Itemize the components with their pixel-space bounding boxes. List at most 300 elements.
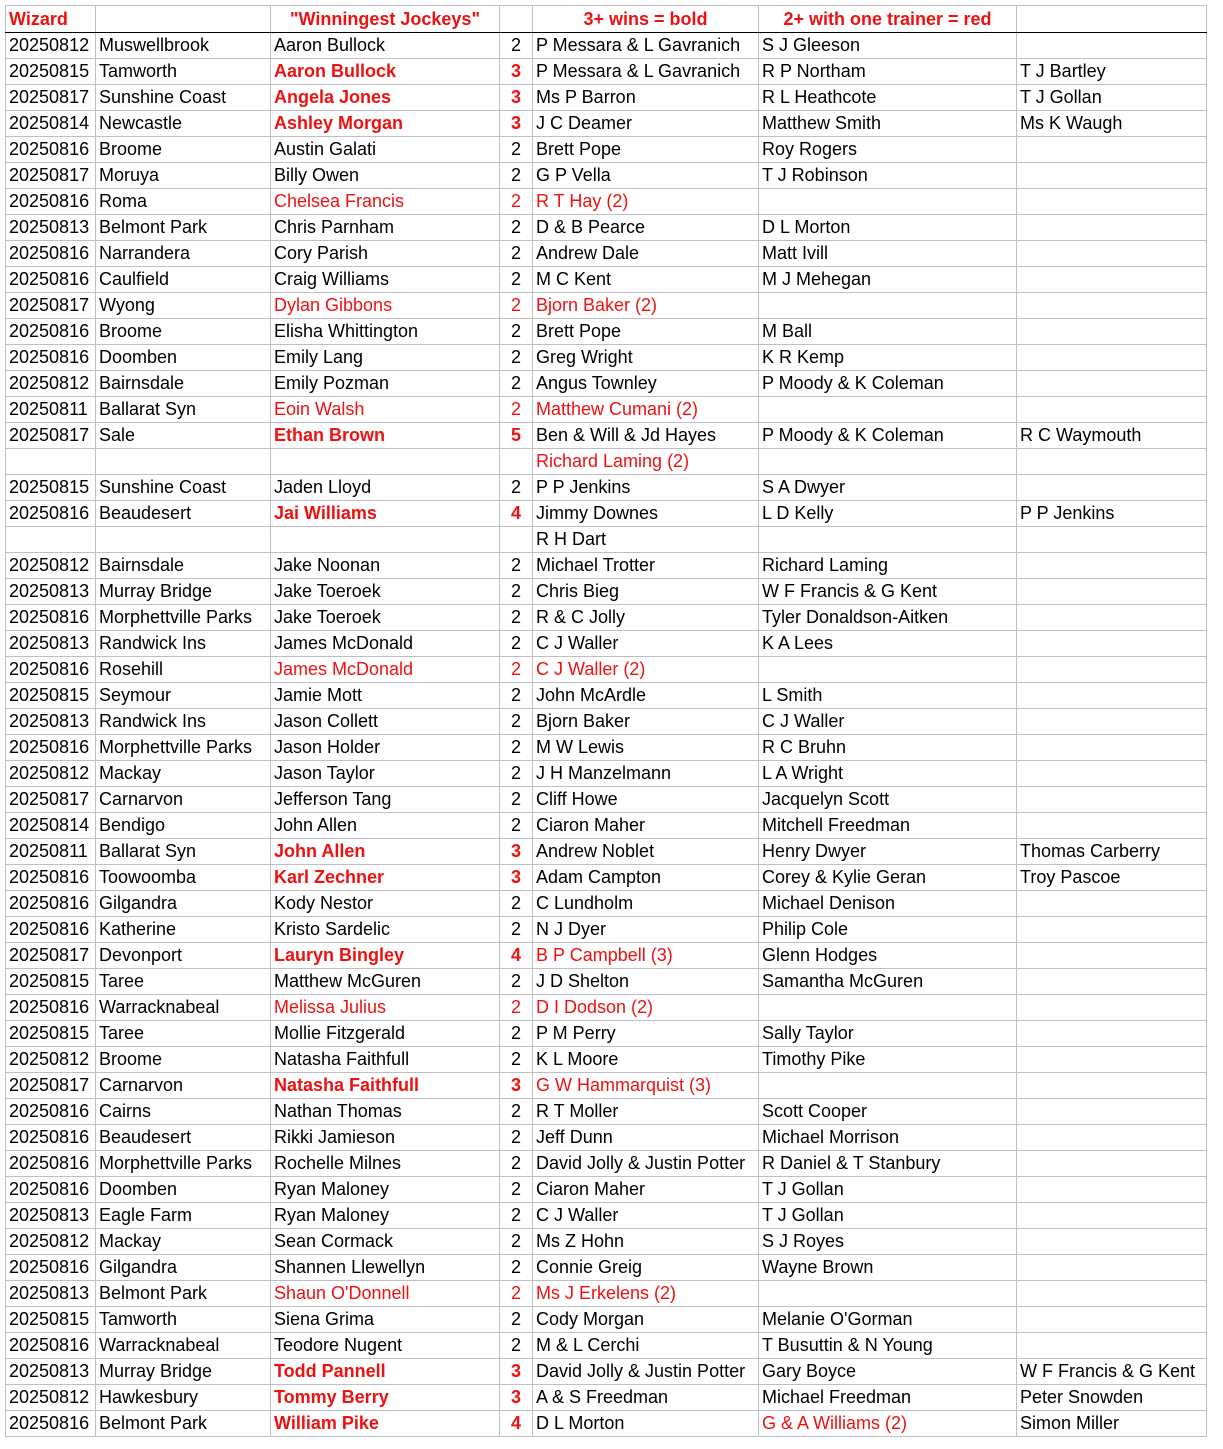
trainer-1-cell[interactable]: P P Jenkins xyxy=(533,475,759,501)
trainer-1-cell[interactable]: D & B Pearce xyxy=(533,215,759,241)
trainer-3-cell[interactable] xyxy=(1017,1177,1207,1203)
wins-cell[interactable]: 3 xyxy=(500,1385,533,1411)
trainer-2-cell[interactable]: W F Francis & G Kent xyxy=(759,579,1017,605)
date-cell[interactable]: 20250816 xyxy=(6,605,96,631)
date-cell[interactable]: 20250814 xyxy=(6,813,96,839)
jockey-cell[interactable]: Teodore Nugent xyxy=(271,1333,500,1359)
trainer-2-cell[interactable]: P Moody & K Coleman xyxy=(759,423,1017,449)
wins-cell[interactable]: 4 xyxy=(500,943,533,969)
trainer-1-cell[interactable]: R T Hay (2) xyxy=(533,189,759,215)
track-cell[interactable]: Belmont Park xyxy=(96,1281,271,1307)
wins-cell[interactable]: 3 xyxy=(500,59,533,85)
wins-cell[interactable] xyxy=(500,449,533,475)
trainer-1-cell[interactable]: P Messara & L Gavranich xyxy=(533,33,759,59)
trainer-1-cell[interactable]: Cliff Howe xyxy=(533,787,759,813)
trainer-3-cell[interactable] xyxy=(1017,1229,1207,1255)
trainer-3-cell[interactable] xyxy=(1017,189,1207,215)
wins-cell[interactable]: 2 xyxy=(500,345,533,371)
wins-cell[interactable]: 5 xyxy=(500,423,533,449)
trainer-2-cell[interactable]: S J Royes xyxy=(759,1229,1017,1255)
track-cell[interactable]: Tamworth xyxy=(96,1307,271,1333)
trainer-2-cell[interactable]: T J Gollan xyxy=(759,1203,1017,1229)
trainer-1-cell[interactable]: Ciaron Maher xyxy=(533,813,759,839)
trainer-3-cell[interactable] xyxy=(1017,553,1207,579)
trainer-1-cell[interactable]: John McArdle xyxy=(533,683,759,709)
date-cell[interactable]: 20250816 xyxy=(6,345,96,371)
trainer-2-cell[interactable]: S J Gleeson xyxy=(759,33,1017,59)
trainer-1-cell[interactable]: C J Waller (2) xyxy=(533,657,759,683)
trainer-3-cell[interactable] xyxy=(1017,1281,1207,1307)
wins-cell[interactable]: 2 xyxy=(500,579,533,605)
trainer-2-cell[interactable]: T Busuttin & N Young xyxy=(759,1333,1017,1359)
jockey-cell[interactable]: William Pike xyxy=(271,1411,500,1437)
track-cell[interactable]: Randwick Ins xyxy=(96,631,271,657)
track-cell[interactable]: Roma xyxy=(96,189,271,215)
trainer-2-cell[interactable]: K A Lees xyxy=(759,631,1017,657)
date-cell[interactable]: 20250816 xyxy=(6,865,96,891)
jockey-cell[interactable]: Emily Lang xyxy=(271,345,500,371)
trainer-1-cell[interactable]: Connie Greig xyxy=(533,1255,759,1281)
trainer-1-cell[interactable]: M C Kent xyxy=(533,267,759,293)
jockey-cell[interactable]: Siena Grima xyxy=(271,1307,500,1333)
jockey-cell[interactable]: Melissa Julius xyxy=(271,995,500,1021)
track-cell[interactable]: Sunshine Coast xyxy=(96,85,271,111)
track-cell[interactable]: Morphettville Parks xyxy=(96,1151,271,1177)
wins-cell[interactable]: 2 xyxy=(500,1255,533,1281)
wins-cell[interactable]: 2 xyxy=(500,1177,533,1203)
wins-cell[interactable]: 2 xyxy=(500,605,533,631)
trainer-3-cell[interactable] xyxy=(1017,33,1207,59)
wins-cell[interactable]: 2 xyxy=(500,33,533,59)
jockey-cell[interactable]: Elisha Whittington xyxy=(271,319,500,345)
trainer-3-cell[interactable] xyxy=(1017,813,1207,839)
trainer-2-cell[interactable]: Michael Denison xyxy=(759,891,1017,917)
jockey-cell[interactable]: Tommy Berry xyxy=(271,1385,500,1411)
jockey-cell[interactable]: Rochelle Milnes xyxy=(271,1151,500,1177)
date-cell[interactable]: 20250817 xyxy=(6,423,96,449)
jockey-cell[interactable]: Aaron Bullock xyxy=(271,33,500,59)
trainer-3-cell[interactable]: Simon Miller xyxy=(1017,1411,1207,1437)
trainer-1-cell[interactable]: Bjorn Baker xyxy=(533,709,759,735)
trainer-1-cell[interactable]: C J Waller xyxy=(533,1203,759,1229)
trainer-1-cell[interactable]: Cody Morgan xyxy=(533,1307,759,1333)
wins-cell[interactable]: 2 xyxy=(500,1047,533,1073)
track-cell[interactable]: Hawkesbury xyxy=(96,1385,271,1411)
trainer-2-cell[interactable]: Jacquelyn Scott xyxy=(759,787,1017,813)
trainer-3-cell[interactable] xyxy=(1017,579,1207,605)
wins-cell[interactable]: 3 xyxy=(500,85,533,111)
date-cell[interactable]: 20250817 xyxy=(6,85,96,111)
trainer-3-cell[interactable] xyxy=(1017,1073,1207,1099)
track-cell[interactable]: Doomben xyxy=(96,345,271,371)
trainer-3-cell[interactable] xyxy=(1017,1203,1207,1229)
date-cell[interactable]: 20250816 xyxy=(6,1411,96,1437)
track-cell[interactable]: Mackay xyxy=(96,1229,271,1255)
trainer-3-cell[interactable] xyxy=(1017,163,1207,189)
wins-cell[interactable]: 2 xyxy=(500,215,533,241)
wins-cell[interactable]: 2 xyxy=(500,1021,533,1047)
trainer-2-cell[interactable] xyxy=(759,1073,1017,1099)
jockey-cell[interactable]: Aaron Bullock xyxy=(271,59,500,85)
trainer-2-cell[interactable]: Richard Laming xyxy=(759,553,1017,579)
trainer-3-cell[interactable] xyxy=(1017,891,1207,917)
jockey-cell[interactable]: Matthew McGuren xyxy=(271,969,500,995)
trainer-1-cell[interactable]: C J Waller xyxy=(533,631,759,657)
trainer-1-cell[interactable]: Matthew Cumani (2) xyxy=(533,397,759,423)
trainer-2-cell[interactable]: K R Kemp xyxy=(759,345,1017,371)
trainer-1-cell[interactable]: Ben & Will & Jd Hayes xyxy=(533,423,759,449)
trainer-2-cell[interactable]: Henry Dwyer xyxy=(759,839,1017,865)
trainer-3-cell[interactable] xyxy=(1017,371,1207,397)
date-cell[interactable]: 20250816 xyxy=(6,735,96,761)
jockey-cell[interactable] xyxy=(271,449,500,475)
trainer-3-cell[interactable] xyxy=(1017,969,1207,995)
jockey-cell[interactable]: Jefferson Tang xyxy=(271,787,500,813)
trainer-3-cell[interactable] xyxy=(1017,1047,1207,1073)
header-cell[interactable]: Wizard xyxy=(6,6,96,33)
trainer-3-cell[interactable] xyxy=(1017,709,1207,735)
trainer-2-cell[interactable] xyxy=(759,995,1017,1021)
track-cell[interactable]: Taree xyxy=(96,1021,271,1047)
jockey-cell[interactable]: Kristo Sardelic xyxy=(271,917,500,943)
jockey-cell[interactable]: John Allen xyxy=(271,813,500,839)
trainer-1-cell[interactable]: K L Moore xyxy=(533,1047,759,1073)
trainer-2-cell[interactable]: Wayne Brown xyxy=(759,1255,1017,1281)
trainer-3-cell[interactable] xyxy=(1017,761,1207,787)
wins-cell[interactable]: 2 xyxy=(500,761,533,787)
trainer-3-cell[interactable] xyxy=(1017,1307,1207,1333)
track-cell[interactable]: Doomben xyxy=(96,1177,271,1203)
trainer-2-cell[interactable]: R P Northam xyxy=(759,59,1017,85)
trainer-3-cell[interactable] xyxy=(1017,943,1207,969)
trainer-2-cell[interactable]: Matthew Smith xyxy=(759,111,1017,137)
jockey-cell[interactable]: Jamie Mott xyxy=(271,683,500,709)
wins-cell[interactable]: 2 xyxy=(500,1125,533,1151)
trainer-3-cell[interactable] xyxy=(1017,683,1207,709)
track-cell[interactable]: Muswellbrook xyxy=(96,33,271,59)
trainer-3-cell[interactable] xyxy=(1017,787,1207,813)
date-cell[interactable]: 20250814 xyxy=(6,111,96,137)
jockey-cell[interactable]: Emily Pozman xyxy=(271,371,500,397)
trainer-2-cell[interactable]: T J Gollan xyxy=(759,1177,1017,1203)
trainer-1-cell[interactable]: P M Perry xyxy=(533,1021,759,1047)
track-cell[interactable]: Belmont Park xyxy=(96,215,271,241)
jockey-cell[interactable]: Jason Collett xyxy=(271,709,500,735)
trainer-1-cell[interactable]: N J Dyer xyxy=(533,917,759,943)
wins-cell[interactable]: 2 xyxy=(500,1229,533,1255)
trainer-3-cell[interactable] xyxy=(1017,449,1207,475)
wins-cell[interactable]: 2 xyxy=(500,969,533,995)
trainer-3-cell[interactable] xyxy=(1017,995,1207,1021)
track-cell[interactable]: Cairns xyxy=(96,1099,271,1125)
trainer-3-cell[interactable]: Ms K Waugh xyxy=(1017,111,1207,137)
jockey-cell[interactable]: Rikki Jamieson xyxy=(271,1125,500,1151)
wins-cell[interactable]: 2 xyxy=(500,1281,533,1307)
date-cell[interactable]: 20250816 xyxy=(6,137,96,163)
jockey-cell[interactable]: Jason Holder xyxy=(271,735,500,761)
trainer-3-cell[interactable] xyxy=(1017,215,1207,241)
trainer-1-cell[interactable]: Adam Campton xyxy=(533,865,759,891)
wins-cell[interactable]: 2 xyxy=(500,163,533,189)
track-cell[interactable]: Sale xyxy=(96,423,271,449)
date-cell[interactable]: 20250816 xyxy=(6,501,96,527)
wins-cell[interactable]: 2 xyxy=(500,475,533,501)
trainer-1-cell[interactable]: M W Lewis xyxy=(533,735,759,761)
trainer-1-cell[interactable]: B P Campbell (3) xyxy=(533,943,759,969)
track-cell[interactable]: Morphettville Parks xyxy=(96,735,271,761)
trainer-1-cell[interactable]: Greg Wright xyxy=(533,345,759,371)
track-cell[interactable]: Murray Bridge xyxy=(96,1359,271,1385)
wins-cell[interactable]: 3 xyxy=(500,1359,533,1385)
track-cell[interactable]: Seymour xyxy=(96,683,271,709)
wins-cell[interactable]: 2 xyxy=(500,1203,533,1229)
header-cell[interactable] xyxy=(1017,6,1207,33)
trainer-1-cell[interactable]: A & S Freedman xyxy=(533,1385,759,1411)
trainer-1-cell[interactable]: P Messara & L Gavranich xyxy=(533,59,759,85)
wins-cell[interactable]: 2 xyxy=(500,709,533,735)
trainer-2-cell[interactable]: S A Dwyer xyxy=(759,475,1017,501)
trainer-2-cell[interactable]: Timothy Pike xyxy=(759,1047,1017,1073)
date-cell[interactable]: 20250813 xyxy=(6,709,96,735)
jockey-cell[interactable]: Shannen Llewellyn xyxy=(271,1255,500,1281)
header-cell[interactable]: 3+ wins = bold xyxy=(533,6,759,33)
wins-cell[interactable]: 3 xyxy=(500,865,533,891)
wins-cell[interactable]: 2 xyxy=(500,267,533,293)
trainer-3-cell[interactable] xyxy=(1017,1151,1207,1177)
trainer-1-cell[interactable]: Ms J Erkelens (2) xyxy=(533,1281,759,1307)
date-cell[interactable]: 20250815 xyxy=(6,1021,96,1047)
track-cell[interactable]: Broome xyxy=(96,137,271,163)
jockey-cell[interactable]: Nathan Thomas xyxy=(271,1099,500,1125)
track-cell[interactable]: Warracknabeal xyxy=(96,995,271,1021)
trainer-2-cell[interactable] xyxy=(759,657,1017,683)
date-cell[interactable]: 20250812 xyxy=(6,761,96,787)
date-cell[interactable]: 20250815 xyxy=(6,969,96,995)
date-cell[interactable]: 20250815 xyxy=(6,59,96,85)
wins-cell[interactable]: 3 xyxy=(500,111,533,137)
jockey-cell[interactable]: Ryan Maloney xyxy=(271,1177,500,1203)
jockey-cell[interactable]: Todd Pannell xyxy=(271,1359,500,1385)
jockey-cell[interactable]: Jaden Lloyd xyxy=(271,475,500,501)
jockey-cell[interactable]: Ethan Brown xyxy=(271,423,500,449)
trainer-2-cell[interactable]: Tyler Donaldson-Aitken xyxy=(759,605,1017,631)
date-cell[interactable] xyxy=(6,527,96,553)
jockey-cell[interactable]: Ashley Morgan xyxy=(271,111,500,137)
trainer-1-cell[interactable]: Andrew Noblet xyxy=(533,839,759,865)
trainer-1-cell[interactable]: Bjorn Baker (2) xyxy=(533,293,759,319)
wins-cell[interactable]: 2 xyxy=(500,189,533,215)
header-cell[interactable]: 2+ with one trainer = red xyxy=(759,6,1017,33)
track-cell[interactable]: Gilgandra xyxy=(96,1255,271,1281)
trainer-3-cell[interactable] xyxy=(1017,735,1207,761)
jockey-cell[interactable]: Kody Nestor xyxy=(271,891,500,917)
wins-cell[interactable]: 2 xyxy=(500,995,533,1021)
wins-cell[interactable]: 2 xyxy=(500,1151,533,1177)
date-cell[interactable]: 20250813 xyxy=(6,1203,96,1229)
trainer-1-cell[interactable]: Jeff Dunn xyxy=(533,1125,759,1151)
trainer-1-cell[interactable]: Ciaron Maher xyxy=(533,1177,759,1203)
track-cell[interactable]: Warracknabeal xyxy=(96,1333,271,1359)
jockey-cell[interactable]: Jake Toeroek xyxy=(271,605,500,631)
wins-cell[interactable]: 2 xyxy=(500,657,533,683)
jockey-cell[interactable]: Jason Taylor xyxy=(271,761,500,787)
date-cell[interactable]: 20250816 xyxy=(6,917,96,943)
trainer-2-cell[interactable]: R Daniel & T Stanbury xyxy=(759,1151,1017,1177)
jockey-cell[interactable]: Jake Toeroek xyxy=(271,579,500,605)
date-cell[interactable]: 20250812 xyxy=(6,371,96,397)
trainer-3-cell[interactable] xyxy=(1017,1125,1207,1151)
header-cell[interactable] xyxy=(96,6,271,33)
trainer-2-cell[interactable]: G & A Williams (2) xyxy=(759,1411,1017,1437)
jockey-cell[interactable]: Chris Parnham xyxy=(271,215,500,241)
trainer-1-cell[interactable]: David Jolly & Justin Potter xyxy=(533,1151,759,1177)
trainer-1-cell[interactable]: R & C Jolly xyxy=(533,605,759,631)
jockey-cell[interactable]: Mollie Fitzgerald xyxy=(271,1021,500,1047)
trainer-1-cell[interactable]: D L Morton xyxy=(533,1411,759,1437)
trainer-2-cell[interactable]: Michael Morrison xyxy=(759,1125,1017,1151)
track-cell[interactable]: Beaudesert xyxy=(96,501,271,527)
jockey-cell[interactable]: Sean Cormack xyxy=(271,1229,500,1255)
jockey-cell[interactable] xyxy=(271,527,500,553)
jockey-cell[interactable]: Shaun O'Donnell xyxy=(271,1281,500,1307)
jockey-cell[interactable]: Angela Jones xyxy=(271,85,500,111)
track-cell[interactable]: Broome xyxy=(96,1047,271,1073)
trainer-1-cell[interactable]: Michael Trotter xyxy=(533,553,759,579)
trainer-3-cell[interactable] xyxy=(1017,1099,1207,1125)
track-cell[interactable] xyxy=(96,449,271,475)
trainer-2-cell[interactable]: D L Morton xyxy=(759,215,1017,241)
date-cell[interactable]: 20250817 xyxy=(6,943,96,969)
date-cell[interactable]: 20250812 xyxy=(6,1047,96,1073)
jockey-cell[interactable]: Chelsea Francis xyxy=(271,189,500,215)
date-cell[interactable]: 20250815 xyxy=(6,683,96,709)
wins-cell[interactable]: 2 xyxy=(500,917,533,943)
jockey-cell[interactable]: Craig Williams xyxy=(271,267,500,293)
trainer-1-cell[interactable]: J D Shelton xyxy=(533,969,759,995)
jockey-cell[interactable]: Eoin Walsh xyxy=(271,397,500,423)
date-cell[interactable]: 20250816 xyxy=(6,891,96,917)
date-cell[interactable]: 20250816 xyxy=(6,1333,96,1359)
trainer-2-cell[interactable]: Corey & Kylie Geran xyxy=(759,865,1017,891)
trainer-3-cell[interactable] xyxy=(1017,657,1207,683)
trainer-1-cell[interactable]: J H Manzelmann xyxy=(533,761,759,787)
trainer-2-cell[interactable]: L Smith xyxy=(759,683,1017,709)
jockey-cell[interactable]: Ryan Maloney xyxy=(271,1203,500,1229)
trainer-2-cell[interactable]: P Moody & K Coleman xyxy=(759,371,1017,397)
trainer-2-cell[interactable]: Matt Ivill xyxy=(759,241,1017,267)
date-cell[interactable]: 20250813 xyxy=(6,215,96,241)
trainer-2-cell[interactable]: C J Waller xyxy=(759,709,1017,735)
trainer-1-cell[interactable]: C Lundholm xyxy=(533,891,759,917)
track-cell[interactable]: Sunshine Coast xyxy=(96,475,271,501)
jockey-cell[interactable]: Jai Williams xyxy=(271,501,500,527)
trainer-1-cell[interactable]: Chris Bieg xyxy=(533,579,759,605)
trainer-3-cell[interactable]: W F Francis & G Kent xyxy=(1017,1359,1207,1385)
jockey-cell[interactable]: Karl Zechner xyxy=(271,865,500,891)
track-cell[interactable]: Tamworth xyxy=(96,59,271,85)
track-cell[interactable]: Belmont Park xyxy=(96,1411,271,1437)
track-cell[interactable]: Bendigo xyxy=(96,813,271,839)
track-cell[interactable]: Newcastle xyxy=(96,111,271,137)
wins-cell[interactable]: 2 xyxy=(500,1333,533,1359)
trainer-2-cell[interactable]: L D Kelly xyxy=(759,501,1017,527)
trainer-1-cell[interactable]: David Jolly & Justin Potter xyxy=(533,1359,759,1385)
trainer-2-cell[interactable] xyxy=(759,449,1017,475)
trainer-2-cell[interactable] xyxy=(759,189,1017,215)
trainer-2-cell[interactable]: T J Robinson xyxy=(759,163,1017,189)
wins-cell[interactable]: 2 xyxy=(500,1307,533,1333)
header-cell[interactable]: "Winningest Jockeys" xyxy=(271,6,500,33)
trainer-1-cell[interactable]: Brett Pope xyxy=(533,319,759,345)
jockey-cell[interactable]: Lauryn Bingley xyxy=(271,943,500,969)
trainer-2-cell[interactable] xyxy=(759,397,1017,423)
track-cell[interactable]: Broome xyxy=(96,319,271,345)
trainer-1-cell[interactable]: Andrew Dale xyxy=(533,241,759,267)
trainer-2-cell[interactable]: R L Heathcote xyxy=(759,85,1017,111)
date-cell[interactable]: 20250817 xyxy=(6,1073,96,1099)
trainer-3-cell[interactable] xyxy=(1017,293,1207,319)
trainer-3-cell[interactable]: T J Gollan xyxy=(1017,85,1207,111)
trainer-1-cell[interactable]: R T Moller xyxy=(533,1099,759,1125)
trainer-2-cell[interactable] xyxy=(759,1281,1017,1307)
wins-cell[interactable]: 2 xyxy=(500,813,533,839)
wins-cell[interactable]: 2 xyxy=(500,371,533,397)
trainer-2-cell[interactable]: Philip Cole xyxy=(759,917,1017,943)
trainer-2-cell[interactable]: R C Bruhn xyxy=(759,735,1017,761)
track-cell[interactable]: Wyong xyxy=(96,293,271,319)
trainer-2-cell[interactable]: M Ball xyxy=(759,319,1017,345)
trainer-3-cell[interactable]: Troy Pascoe xyxy=(1017,865,1207,891)
header-cell[interactable] xyxy=(500,6,533,33)
date-cell[interactable]: 20250815 xyxy=(6,475,96,501)
track-cell[interactable]: Ballarat Syn xyxy=(96,839,271,865)
date-cell[interactable]: 20250812 xyxy=(6,553,96,579)
jockey-cell[interactable]: James McDonald xyxy=(271,657,500,683)
wins-cell[interactable]: 2 xyxy=(500,631,533,657)
trainer-3-cell[interactable]: Thomas Carberry xyxy=(1017,839,1207,865)
wins-cell[interactable]: 3 xyxy=(500,839,533,865)
trainer-3-cell[interactable]: P P Jenkins xyxy=(1017,501,1207,527)
wins-cell[interactable]: 2 xyxy=(500,293,533,319)
jockey-cell[interactable]: James McDonald xyxy=(271,631,500,657)
trainer-1-cell[interactable]: Richard Laming (2) xyxy=(533,449,759,475)
trainer-3-cell[interactable] xyxy=(1017,319,1207,345)
date-cell[interactable]: 20250816 xyxy=(6,189,96,215)
date-cell[interactable]: 20250816 xyxy=(6,319,96,345)
wins-cell[interactable]: 2 xyxy=(500,241,533,267)
date-cell[interactable]: 20250813 xyxy=(6,579,96,605)
trainer-2-cell[interactable]: Michael Freedman xyxy=(759,1385,1017,1411)
trainer-3-cell[interactable] xyxy=(1017,397,1207,423)
track-cell[interactable]: Gilgandra xyxy=(96,891,271,917)
date-cell[interactable]: 20250816 xyxy=(6,267,96,293)
trainer-3-cell[interactable] xyxy=(1017,137,1207,163)
track-cell[interactable]: Katherine xyxy=(96,917,271,943)
jockey-cell[interactable]: Natasha Faithfull xyxy=(271,1047,500,1073)
trainer-3-cell[interactable] xyxy=(1017,605,1207,631)
wins-cell[interactable]: 2 xyxy=(500,891,533,917)
trainer-1-cell[interactable]: M & L Cerchi xyxy=(533,1333,759,1359)
track-cell[interactable] xyxy=(96,527,271,553)
trainer-2-cell[interactable]: M J Mehegan xyxy=(759,267,1017,293)
date-cell[interactable]: 20250811 xyxy=(6,397,96,423)
date-cell[interactable]: 20250813 xyxy=(6,631,96,657)
jockey-cell[interactable]: Billy Owen xyxy=(271,163,500,189)
track-cell[interactable]: Caulfield xyxy=(96,267,271,293)
wins-cell[interactable]: 4 xyxy=(500,501,533,527)
wins-cell[interactable] xyxy=(500,527,533,553)
date-cell[interactable] xyxy=(6,449,96,475)
